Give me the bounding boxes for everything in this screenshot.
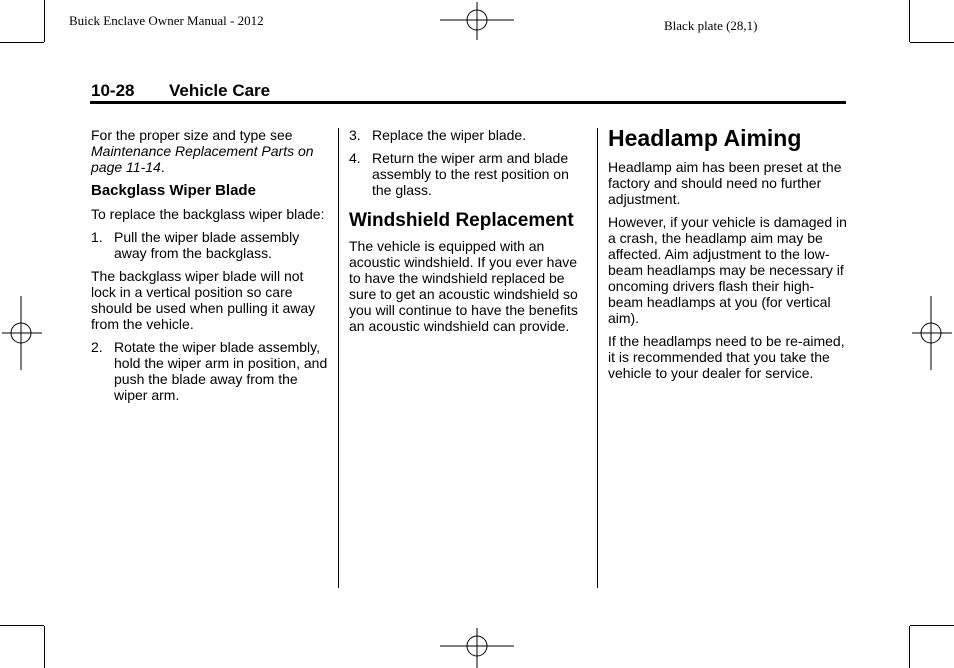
step-text: Rotate the wiper blade assembly, hold the wiper arm in position, and push the blade away from the wiper arm. xyxy=(114,339,328,403)
step-number: 3. xyxy=(349,127,361,143)
crop-mark-bl-h xyxy=(0,625,44,626)
registration-mark-left-icon xyxy=(2,296,42,370)
step-number: 2. xyxy=(91,339,103,355)
crop-mark-tl-h xyxy=(0,42,44,43)
column-2 xyxy=(349,127,585,341)
list-item xyxy=(91,229,331,261)
headlamp-heading: Headlamp Aiming xyxy=(608,125,802,151)
list-item xyxy=(349,127,585,143)
print-header-left: Buick Enclave Owner Manual - 2012 xyxy=(69,13,264,28)
crop-mark-br-h xyxy=(910,625,954,626)
crop-mark-tr-h xyxy=(910,42,954,43)
section-rule xyxy=(90,101,846,104)
headlamp-paragraph-3: If the headlamps need to be re-aimed, it is recommended that you take the vehicle to your dealer for service. xyxy=(608,333,845,381)
column-divider-1 xyxy=(338,128,339,588)
column-divider-2 xyxy=(597,128,598,588)
cross-reference-link[interactable]: Maintenance Replacement Parts on page 11-14 xyxy=(91,143,314,175)
list-item xyxy=(91,339,331,403)
registration-mark-top-icon xyxy=(440,2,514,42)
windshield-paragraph: The vehicle is equipped with an acoustic windshield. If you ever have to have the windshield replaced be sure to get an acoustic windshield so you will continue to have the benefits an acoustic windshield can provide. xyxy=(349,238,578,334)
registration-mark-bottom-icon xyxy=(440,627,514,668)
crop-mark-br-v xyxy=(909,626,910,668)
crop-mark-tr-v xyxy=(909,0,910,42)
backglass-intro: To replace the backglass wiper blade: xyxy=(91,206,325,222)
step-text: Replace the wiper blade. xyxy=(372,127,527,143)
step-number: 4. xyxy=(349,150,361,166)
headlamp-paragraph-1: Headlamp aim has been preset at the factory and should need no further adjustment. xyxy=(608,159,842,207)
intro-text: For the proper size and type see xyxy=(91,127,293,143)
column-1 xyxy=(91,127,331,410)
registration-mark-right-icon xyxy=(912,296,952,370)
intro-paragraph xyxy=(91,127,331,175)
page-number: 10-28 xyxy=(91,81,135,100)
intro-end: . xyxy=(160,159,165,175)
section-title: Vehicle Care xyxy=(169,81,271,100)
crop-mark-bl-v xyxy=(44,626,45,668)
print-header-right: Black plate (28,1) xyxy=(664,18,758,33)
list-item xyxy=(349,150,585,198)
backglass-wiper-heading: Backglass Wiper Blade xyxy=(91,182,256,199)
step-note: The backglass wiper blade will not lock in a vertical position so care should be used when pulling it away from the vehicle. xyxy=(91,268,316,332)
step-number: 1. xyxy=(91,229,103,245)
step-text: Return the wiper arm and blade assembly to the rest position on the glass. xyxy=(372,150,569,198)
windshield-heading: Windshield Replacement xyxy=(349,210,574,231)
step-text: Pull the wiper blade assembly away from the backglass. xyxy=(114,229,300,261)
headlamp-paragraph-2: However, if your vehicle is damaged in a crash, the headlamp aim may be affected. Aim adjustment to the low-beam headlamps may be necessary if oncoming drivers flash their high-beam headlamps at you (for vertical aim). xyxy=(608,214,847,326)
column-3 xyxy=(608,125,848,388)
crop-mark-tl-v xyxy=(44,0,45,42)
